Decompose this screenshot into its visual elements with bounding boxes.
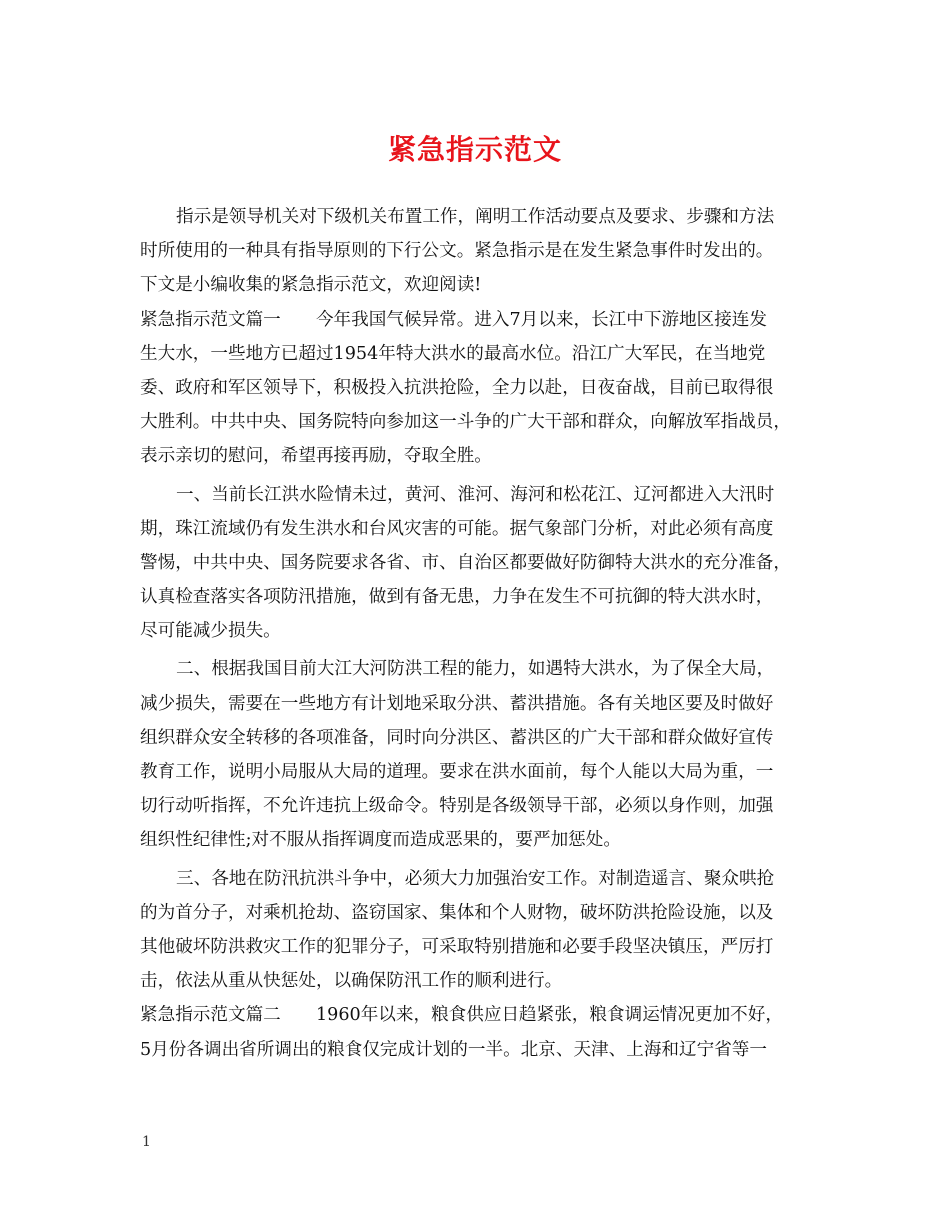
text-line: 委、政府和军区领导下，积极投入抗洪抢险，全力以赴，日夜奋战，目前已取得很 [140, 377, 774, 398]
text-line: 组织性纪律性;对不服从指挥调度而造成恶果的，要严加惩处。 [140, 830, 621, 851]
text-line: 警惕，中共中央、国务院要求各省、市、自治区都要做好防御特大洪水的充分准备， [140, 552, 791, 573]
document-body [140, 200, 824, 1067]
text-line: 时所使用的一种具有指导原则的下行公文。紧急指示是在发生紧急事件时发出的。 [140, 241, 774, 262]
text-line: 减少损失，需要在一些地方有计划地采取分洪、蓄洪措施。各有关地区要及时做好 [140, 693, 774, 714]
text-line: 5月份各调出省所调出的粮食仅完成计划的一半。北京、天津、上海和辽宁省等一 [140, 1039, 767, 1060]
text-line: 指示是领导机关对下级机关布置工作，阐明工作活动要点及要求、步骤和方法 [176, 207, 775, 227]
text-line: 一、当前长江洪水险情未过，黄河、淮河、海河和松花江、辽河都进入大汛时 [176, 484, 775, 505]
text-line: 其他破坏防洪救灾工作的犯罪分子，可采取特别措施和必要手段坚决镇压，严厉打 [140, 936, 774, 957]
text-line: 的为首分子，对乘机抢劫、盗窃国家、集体和个人财物，破坏防洪抢险设施，以及 [140, 902, 774, 923]
text-line: 三、各地在防汛抗洪斗争中，必须大力加强治安工作。对制造遥言、聚众哄抢 [176, 868, 775, 889]
text-line: 紧急指示范文篇二 1960年以来，粮食供应日趋紧张，粮食调运情况更加不好， [140, 1005, 783, 1026]
text-line: 教育工作，说明小局服从大局的道理。要求在洪水面前，每个人能以大局为重，一 [140, 762, 774, 782]
document-title: 紧急指示范文 [387, 133, 562, 166]
page-number: 1 [142, 1134, 151, 1150]
text-line: 下文是小编收集的紧急指示范文，欢迎阅读! [140, 275, 482, 296]
text-line: 期，珠江流域仍有发生洪水和台风灾害的可能。据气象部门分析，对此必须有高度 [140, 518, 774, 539]
text-line: 大胜利。中共中央、国务院特向参加这一斗争的广大干部和群众，向解放军指战员， [140, 412, 791, 433]
text-line: 二、根据我国目前大江大河防洪工程的能力，如遇特大洪水，为了保全大局， [176, 659, 775, 680]
text-line: 表示亲切的慰问，希望再接再励，夺取全胜。 [140, 446, 492, 467]
text-line: 紧急指示范文篇一 今年我国气候异常。进入7月以来，长江中下游地区接连发 [140, 309, 767, 330]
text-line: 认真检查落实各项防汛措施，做到有备无患，力争在发生不可抗御的特大洪水时， [140, 587, 774, 608]
text-line: 生大水，一些地方已超过1954年特大洪水的最高水位。沿江广大军民，在当地党 [140, 343, 766, 364]
text-line: 击，依法从重从快惩处，以确保防汛工作的顺利进行。 [140, 971, 563, 992]
text-line: 组织群众安全转移的各项准备，同时向分洪区、蓄洪区的广大干部和群众做好宣传 [140, 727, 774, 748]
text-line: 尽可能减少损失。 [140, 621, 281, 642]
text-line: 切行动听指挥，不允许违抗上级命令。特别是各级领导干部，必须以身作则，加强 [140, 796, 774, 817]
